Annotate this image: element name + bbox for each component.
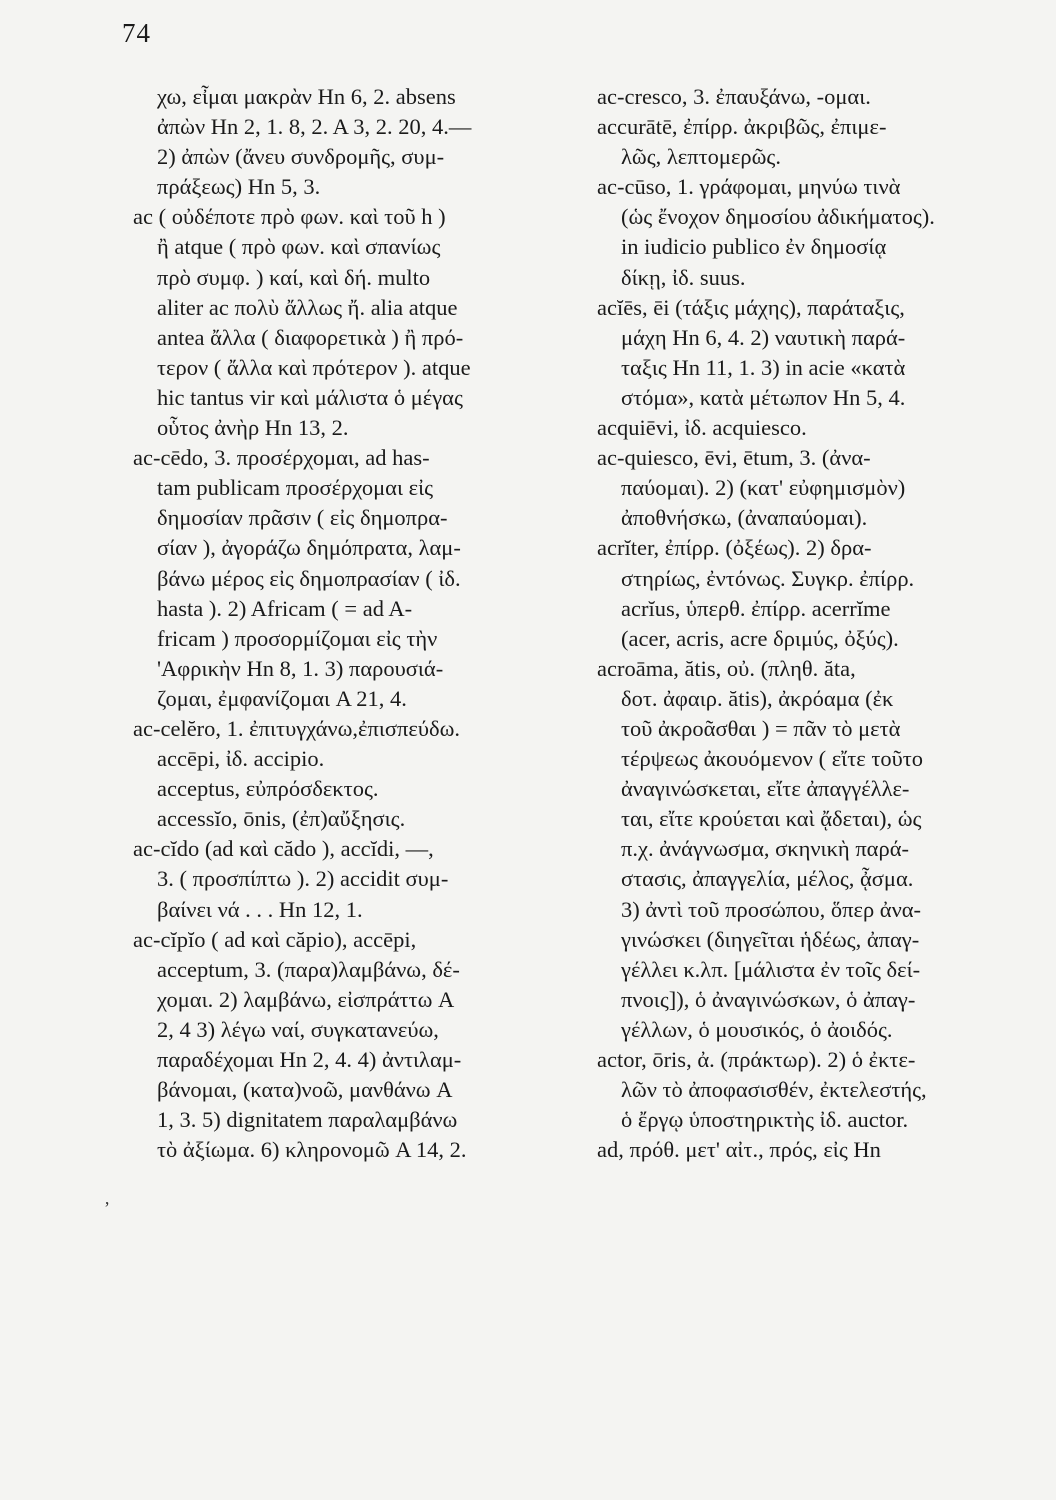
entry-line: acceptum, 3. (παρα)λαμβάνω, δέ- — [157, 956, 460, 982]
entry-line: antea ἄλλα ( διαφορετικὰ ) ἢ πρό- — [157, 324, 464, 350]
entry-line: 2, 4 3) λέγω ναί, συγκατανεύω, — [157, 1016, 439, 1042]
entry-line: μάχη Hn 6, 4. 2) ναυτικὴ παρά- — [621, 324, 906, 350]
entry-line: accēpi, ἰδ. accipio. — [157, 746, 325, 772]
entry-line: ac-celĕro, 1. ἐπιτυγχάνω,ἐπισπεύδω. — [133, 715, 461, 741]
entry-line: acceptus, εὐπρόσδεκτος. — [157, 776, 379, 802]
entry-line: χω, εἶμαι μακρὰν Hn 6, 2. absens — [157, 84, 456, 109]
entry-line: ac-cĭdo (ad καὶ cădo ), accĭdi, —, — [133, 836, 434, 862]
entry-line: χομαι. 2) λαμβάνω, εἰσπράττω A — [157, 986, 455, 1012]
entry-line: ac-quiesco, ēvi, ētum, 3. (ἀνα- — [597, 445, 871, 471]
entry-line: στηρίως, ἐντόνως. Συγκρ. ἐπίρρ. — [621, 565, 915, 591]
entry-line: βάνω μέρος εἰς δημοπρασίαν ( ἰδ. — [157, 565, 461, 591]
right-column — [597, 82, 1032, 1165]
entry-line: 3) ἀντὶ τοῦ προσώπου, ὅπερ ἀνα- — [621, 896, 922, 922]
entry-line: τερον ( ἄλλα καὶ πρότερον ). atque — [157, 354, 471, 380]
entry-line: βάνομαι, (κατα)νοῶ, μανθάνω A — [157, 1077, 453, 1103]
entry-line: aliter ac πολὺ ἄλλως ἤ. alia atque — [157, 294, 458, 320]
entry-line: acĭēs, ēi (τάξις μάχης), παράταξις, — [597, 294, 905, 320]
entry-line: (acer, acris, acre δριμύς, ὀξύς). — [621, 625, 899, 651]
entry-line: οὗτος ἀνὴρ Hn 13, 2. — [157, 415, 349, 441]
entry-line: ζομαι, ἐμφανίζομαι A 21, 4. — [157, 685, 407, 711]
entry-line: παύομαι). 2) (κατ' εὐφημισμὸν) — [621, 475, 906, 501]
entry-line: (ὡς ἔνοχον δημοσίου ἀδικήματος). — [621, 204, 935, 230]
entry-line: 'Αφρικὴν Hn 8, 1. 3) παρουσιά- — [157, 655, 444, 681]
entry-line: accessĭo, ōnis, (ἐπ)αὔξησις. — [157, 806, 406, 832]
entry-line: ἢ atque ( πρὸ φων. καὶ σπανίως — [157, 234, 441, 260]
entry-line: τὸ ἀξίωμα. 6) κληρονομῶ A 14, 2. — [157, 1137, 467, 1163]
entry-line: 3. ( προσπίπτω ). 2) accidit συμ- — [157, 866, 449, 892]
entry-line: acrĭus, ὑπερθ. ἐπίρρ. acerrĭme — [621, 595, 891, 621]
entry-line: δοτ. ἀφαιρ. ătis), ἀκρόαμα (ἐκ — [621, 685, 894, 711]
entry-line: π.χ. ἀνάγνωσμα, σκηνικὴ παρά- — [621, 836, 909, 862]
entry-line: ac-cresco, 3. ἐπαυξάνω, -ομαι. — [597, 84, 871, 109]
entry-line: in iudicio publico ἐν δημοσίᾳ — [621, 234, 887, 260]
entry-line: ὁ ἔργῳ ὑποστηρικτὴς ἰδ. auctor. — [621, 1107, 909, 1133]
entry-line: ac-cūso, 1. γράφομαι, μηνύω τινὰ — [597, 174, 901, 200]
entry-line: τοῦ ἀκροᾶσθαι ) = πᾶν τὸ μετὰ — [621, 715, 901, 741]
entry-line: βαίνει νά . . . Hn 12, 1. — [157, 896, 363, 922]
entry-line: παραδέχομαι Hn 2, 4. 4) ἀντιλαμ- — [157, 1047, 462, 1072]
entry-line: πρὸ συμφ. ) καί, καὶ δή. multo — [157, 264, 431, 290]
entry-line: ταξις Hn 11, 1. 3) in acie «κατὰ — [621, 354, 906, 380]
entry-line: acroāma, ătis, οὐ. (πληθ. ăta, — [597, 655, 856, 681]
entry-line: ἀπὼν Hn 2, 1. 8, 2. A 3, 2. 20, 4.— — [157, 114, 472, 140]
entry-line: στόμα», κατὰ μέτωπον Hn 5, 4. — [621, 384, 906, 410]
entry-line: ἀναγινώσκεται, εἴτε ἀπαγγέλλε- — [621, 776, 910, 802]
entry-line: ac-cēdo, 3. προσέρχομαι, ad has- — [133, 445, 430, 471]
entry-line: hasta ). 2) Africam ( = ad A- — [157, 595, 413, 621]
entry-line: ac-cĭpĭo ( ad καὶ căpio), accēpi, — [133, 926, 417, 952]
entry-line: actor, ōris, ἀ. (πράκτωρ). 2) ὁ ἐκτε- — [597, 1047, 916, 1072]
entry-line: ac ( οὐδέποτε πρὸ φων. καὶ τοῦ h ) — [133, 204, 446, 230]
entry-line: acrĭter, ἐπίρρ. (ὀξέως). 2) δρα- — [597, 535, 872, 561]
margin-mark: ʼ — [104, 1198, 110, 1218]
entry-line: ad, πρόθ. μετ' αἰτ., πρός, εἰς Hn — [597, 1137, 881, 1163]
entry-line: δημοσίαν πρᾶσιν ( εἰς δημοπρα- — [157, 505, 448, 531]
entry-line: λῶς, λεπτομερῶς. — [621, 144, 781, 170]
entry-line: acquiēvi, ἰδ. acquiesco. — [597, 415, 807, 441]
entry-line: ἀποθνήσκω, (ἀναπαύομαι). — [621, 505, 868, 531]
entry-line: 1, 3. 5) dignitatem παραλαμβάνω — [157, 1107, 458, 1133]
entry-line: σίαν ), ἀγοράζω δημόπρατα, λαμ- — [157, 535, 461, 561]
entry-line: tam publicam προσέρχομαι εἰς — [157, 475, 434, 501]
page-number: 74 — [122, 18, 151, 48]
entry-line: ται, εἴτε κρούεται καὶ ᾄδεται), ὡς — [621, 806, 922, 832]
entry-line: δίκῃ, ἰδ. suus. — [621, 264, 746, 290]
entry-line: hic tantus vir καὶ μάλιστα ὁ μέγας — [157, 384, 463, 410]
entry-line: γέλλων, ὁ μουσικός, ὁ ἀοιδός. — [621, 1016, 893, 1042]
entry-line: στασις, ἀπαγγελία, μέλος, ᾆσμα. — [621, 866, 914, 892]
entry-line: 2) ἀπὼν (ἄνευ συνδρομῆς, συμ- — [157, 144, 445, 170]
entry-line: γέλλει κ.λπ. [μάλιστα ἐν τοῖς δεί- — [621, 956, 921, 982]
entry-line: accurātē, ἐπίρρ. ἀκριβῶς, ἐπιμε- — [597, 114, 887, 140]
entry-line: τέρψεως ἀκουόμενον ( εἴτε τοῦτο — [621, 746, 924, 772]
entry-line: fricam ) προσορμίζομαι εἰς τὴν — [157, 625, 438, 651]
entry-line: γινώσκει (διηγεῖται ἡδέως, ἀπαγ- — [621, 926, 920, 952]
entry-line: λῶν τὸ ἀποφασισθέν, ἐκτελεστής, — [621, 1077, 927, 1103]
entry-line: πράξεως) Hn 5, 3. — [157, 174, 321, 200]
entry-line: πνοις]), ὁ ἀναγινώσκων, ὁ ἀπαγ- — [621, 986, 916, 1012]
left-column — [133, 82, 573, 1165]
